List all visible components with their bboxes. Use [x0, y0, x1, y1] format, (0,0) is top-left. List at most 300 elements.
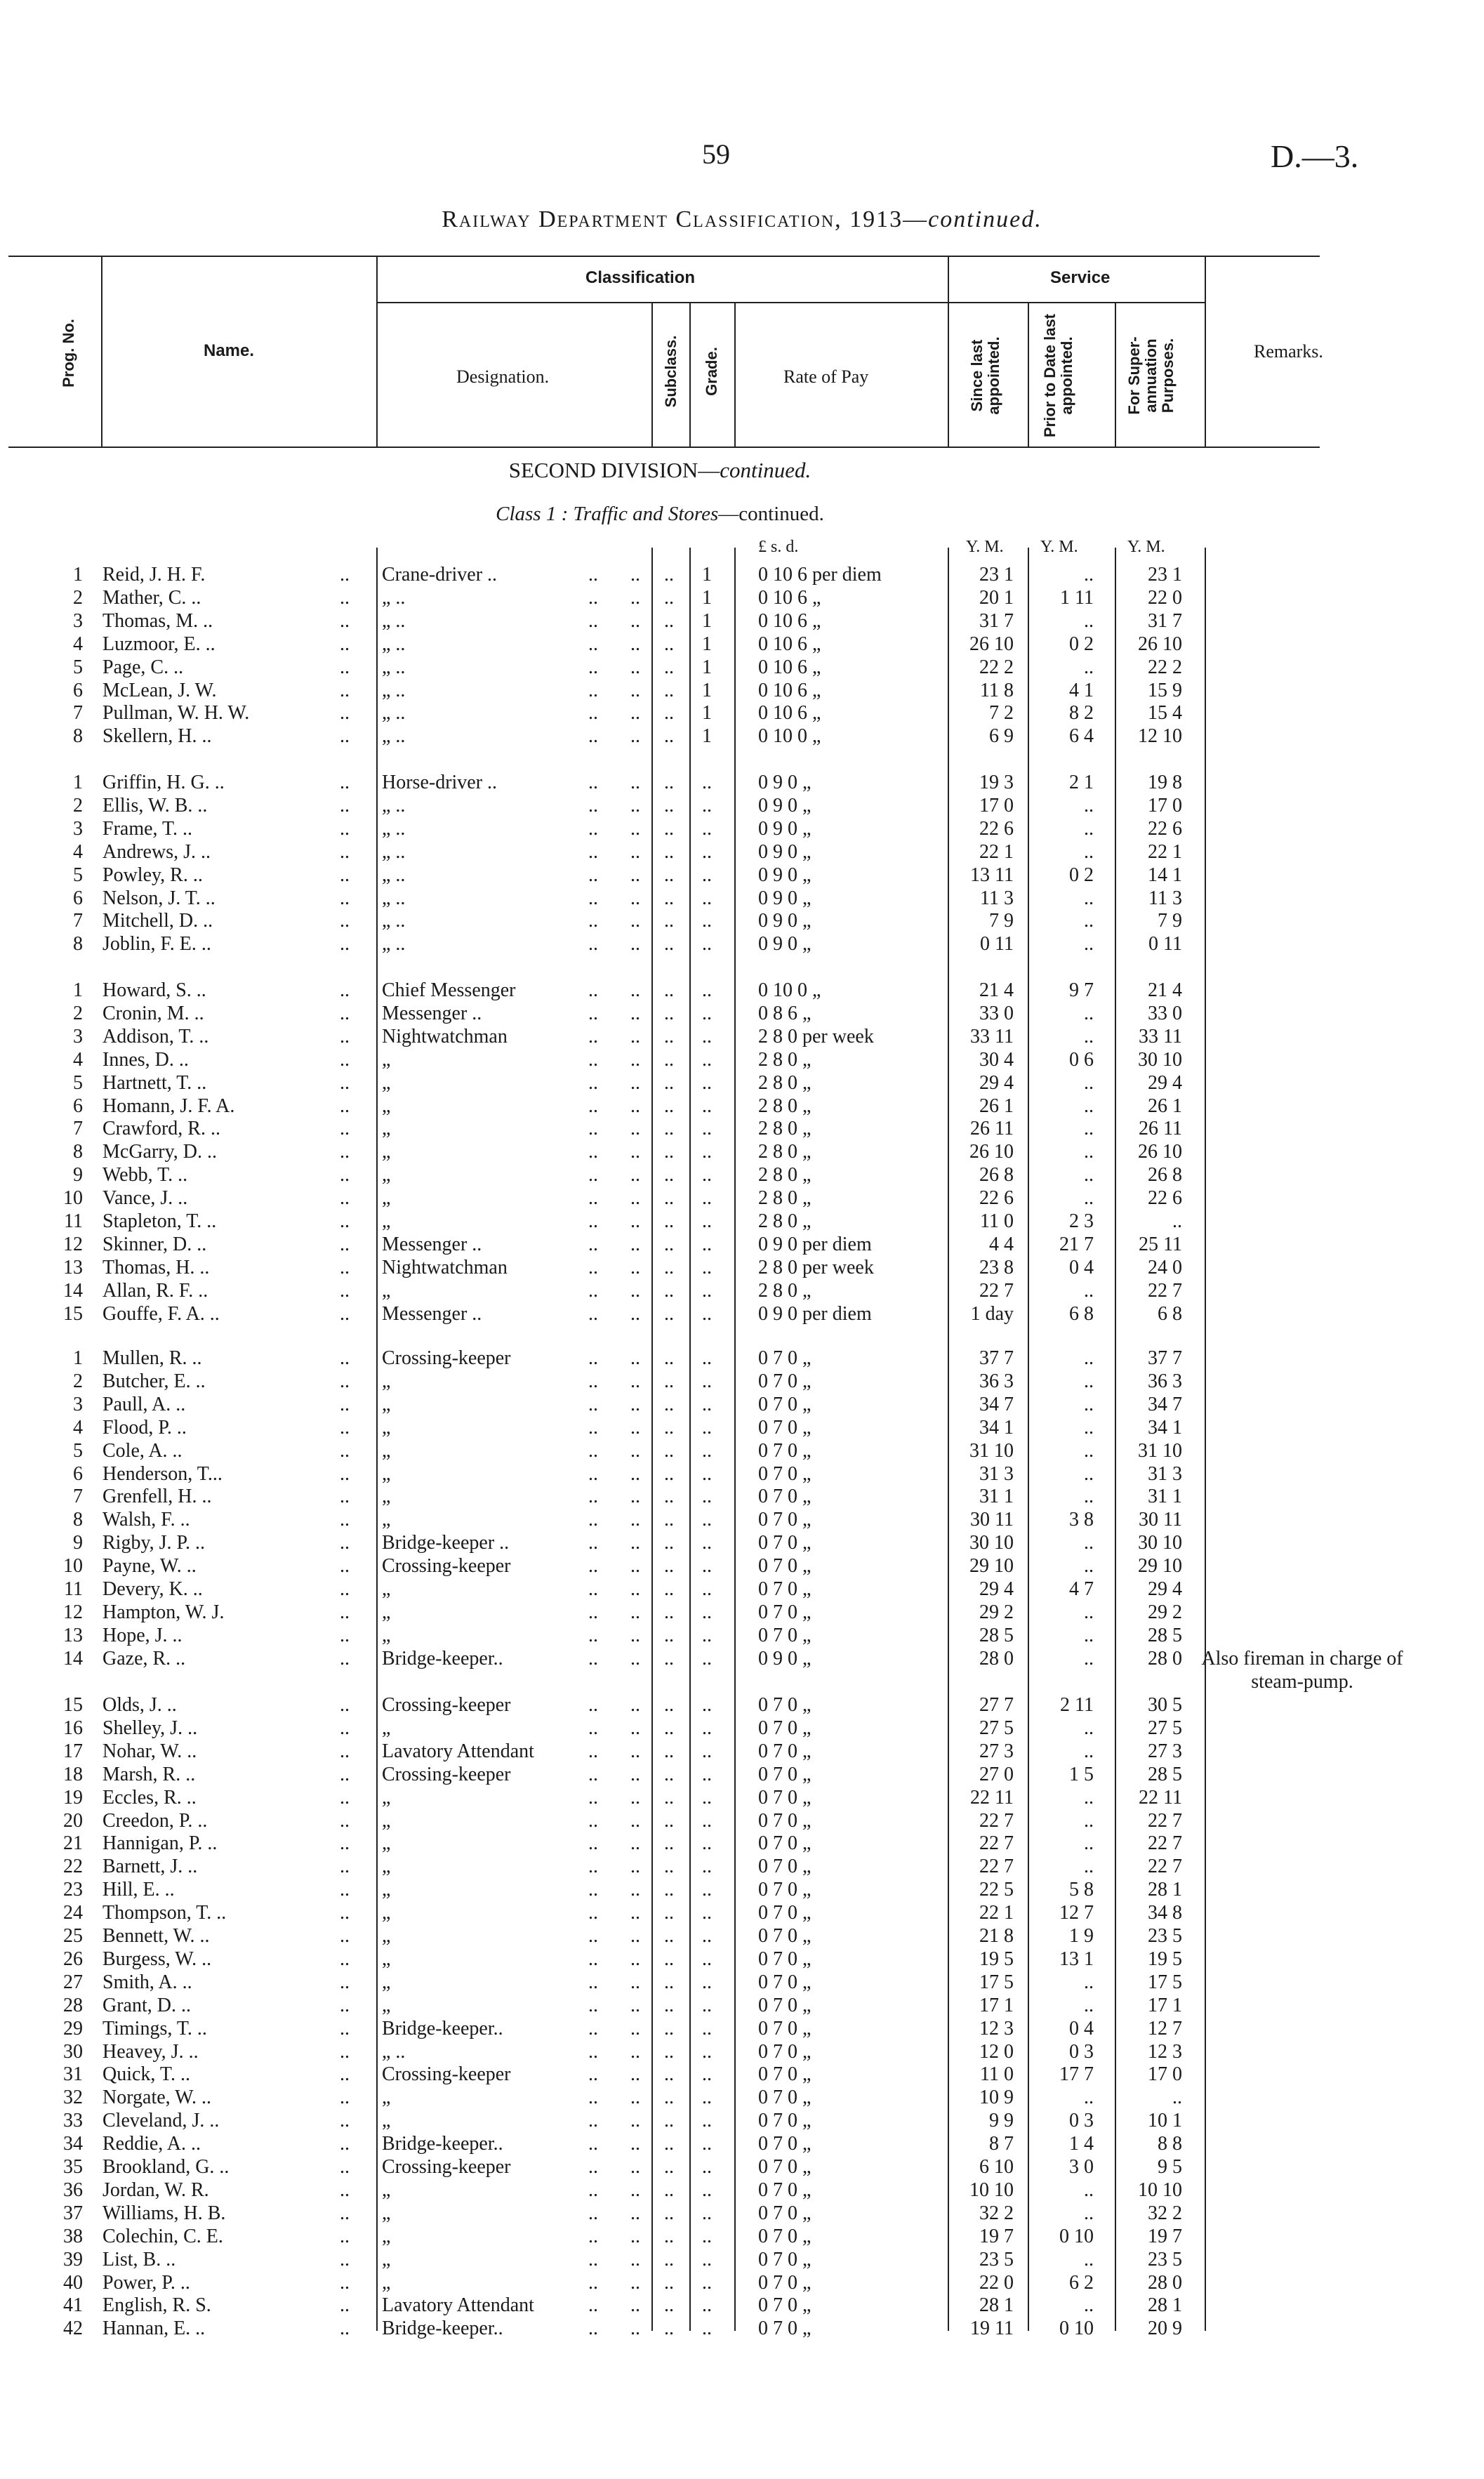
designation: „ .. [382, 702, 406, 725]
prog-no: 4 [73, 1416, 83, 1439]
rate-of-pay: 0 7 0 „ [758, 2271, 811, 2294]
service-superannuation: 26 10 [1138, 1141, 1182, 1163]
prog-no: 4 [73, 1048, 83, 1071]
table-row [0, 1347, 1484, 1370]
service-prior: 17 7 [1059, 2063, 1094, 2086]
subclass-value: .. [630, 1809, 640, 1832]
service-prior: 21 7 [1059, 1233, 1094, 1255]
table-row [0, 1647, 1484, 1693]
grade-value: .. [702, 1118, 712, 1140]
rate-of-pay: 0 7 0 „ [758, 1994, 811, 2016]
leader-dots: .. [340, 933, 350, 956]
service-since-last: 19 3 [979, 772, 1014, 793]
staff-name: Williams, H. B. [102, 2202, 226, 2224]
leader-dots: .. [588, 1141, 598, 1163]
leader-dots: .. [340, 1763, 350, 1785]
leader-dots: .. [340, 1210, 350, 1232]
rate-of-pay: 0 7 0 „ [758, 1370, 811, 1392]
prog-no: 25 [63, 1925, 83, 1947]
leader-dots: .. [664, 2271, 674, 2294]
leader-dots: .. [340, 2110, 350, 2132]
prog-no: 8 [73, 725, 83, 748]
rate-of-pay: 0 7 0 „ [758, 2017, 811, 2040]
prog-no: 9 [73, 1164, 83, 1186]
subclass-value: .. [630, 633, 640, 655]
service-prior: 2 3 [1069, 1210, 1094, 1232]
staff-name: Marsh, R. .. [102, 1763, 196, 1785]
prog-no: 22 [63, 1856, 83, 1878]
table-row [0, 2132, 1484, 2155]
service-prior: 0 2 [1069, 633, 1094, 655]
grade-value: .. [702, 817, 712, 840]
service-since-last: 11 8 [980, 679, 1014, 701]
table-row [0, 1878, 1484, 1901]
leader-dots: .. [664, 1948, 674, 1970]
grade-value: .. [702, 1832, 712, 1855]
service-rule [949, 302, 1206, 303]
grade-value: .. [702, 1256, 712, 1278]
subclass-value: .. [630, 794, 640, 817]
service-superannuation: 30 10 [1138, 1532, 1182, 1554]
service-since-last: 1 day [970, 1302, 1014, 1325]
staff-name: Nohar, W. .. [102, 1740, 197, 1762]
prog-no: 31 [63, 2063, 83, 2086]
leader-dots: .. [340, 2294, 350, 2317]
leader-dots: .. [340, 1555, 350, 1578]
leader-dots: .. [664, 2017, 674, 2040]
service-prior: 1 4 [1069, 2133, 1094, 2155]
designation: „ .. [382, 910, 406, 932]
grade-value: .. [702, 1509, 712, 1531]
grade-value: .. [702, 794, 712, 817]
service-superannuation: 30 5 [1148, 1694, 1182, 1716]
leader-dots: .. [340, 1048, 350, 1071]
prog-no: 7 [73, 702, 83, 725]
rate-of-pay: 0 9 0 „ [758, 794, 811, 817]
table-row [0, 701, 1484, 725]
leader-dots: .. [664, 1187, 674, 1210]
service-superannuation: 23 5 [1148, 1925, 1182, 1947]
staff-name: Reddie, A. .. [102, 2133, 201, 2155]
service-superannuation: 19 7 [1148, 2225, 1182, 2247]
grade-value: .. [702, 2271, 712, 2294]
prog-no: 11 [64, 1578, 83, 1600]
staff-name: Hannan, E. .. [102, 2318, 206, 2340]
remarks: Also fireman in charge of steam-pump. [1201, 1647, 1403, 1693]
staff-name: Flood, P. .. [102, 1416, 187, 1439]
rule-after-pay [948, 256, 949, 448]
service-since-last: 28 5 [979, 1624, 1014, 1646]
pay-units: £ s. d. [758, 538, 799, 556]
table-row [0, 1693, 1484, 1717]
subclass-value: .. [630, 586, 640, 609]
designation: Lavatory Attendant [382, 1740, 534, 1762]
leader-dots: .. [664, 1578, 674, 1600]
rate-of-pay: 0 7 0 „ [758, 2248, 811, 2270]
grade-value: .. [702, 1902, 712, 1924]
table-row [0, 1163, 1484, 1186]
service-superannuation: 22 6 [1148, 817, 1182, 840]
leader-dots: .. [588, 2318, 598, 2340]
staff-name: Gaze, R. .. [102, 1647, 186, 1670]
subclass-value: .. [630, 2294, 640, 2317]
leader-dots: .. [588, 887, 598, 909]
service-prior: 6 4 [1069, 725, 1094, 748]
leader-dots: .. [588, 1601, 598, 1623]
leader-dots: .. [588, 2248, 598, 2270]
rate-of-pay: 0 7 0 „ [758, 2179, 811, 2201]
leader-dots: .. [588, 2179, 598, 2201]
grade-value: 1 [702, 725, 712, 748]
grade-value: .. [702, 1210, 712, 1232]
subclass-value: .. [630, 702, 640, 725]
subclass-value: .. [630, 609, 640, 632]
leader-dots: .. [588, 840, 598, 863]
staff-name: Cleveland, J. .. [102, 2110, 220, 2132]
staff-name: Hope, J. .. [102, 1624, 183, 1646]
service-since-last: 11 0 [980, 2063, 1014, 2086]
service-prior: 6 8 [1069, 1302, 1094, 1325]
subclass-value: .. [630, 2156, 640, 2178]
service-prior: .. [1084, 1647, 1094, 1670]
service-since-last: 27 3 [979, 1740, 1014, 1762]
grade-value: .. [702, 1164, 712, 1186]
grade-value: .. [702, 1071, 712, 1094]
leader-dots: .. [340, 1994, 350, 2016]
prog-no: 38 [63, 2225, 83, 2247]
service-since-last: 26 10 [969, 633, 1014, 655]
prog-no: 21 [63, 1832, 83, 1855]
table-row [0, 932, 1484, 956]
leader-dots: .. [664, 1462, 674, 1485]
leader-dots: .. [588, 2133, 598, 2155]
leader-dots: .. [340, 1786, 350, 1809]
table-row [0, 2063, 1484, 2086]
leader-dots: .. [340, 2017, 350, 2040]
leader-dots: .. [588, 1971, 598, 1993]
leader-dots: .. [588, 679, 598, 701]
leader-dots: .. [588, 1370, 598, 1392]
service-prior: 2 1 [1069, 772, 1094, 793]
designation: Crane-driver .. [382, 564, 498, 586]
leader-dots: .. [588, 1809, 598, 1832]
service-prior: .. [1084, 840, 1094, 863]
subclass-value: .. [630, 1902, 640, 1924]
leader-dots: .. [664, 2087, 674, 2109]
designation: „ .. [382, 864, 406, 886]
grade-value: .. [702, 1416, 712, 1439]
service-since-last: 6 10 [979, 2156, 1014, 2178]
prog-no: 2 [73, 586, 83, 609]
service-prior: 8 2 [1069, 702, 1094, 725]
subclass-value: .. [630, 2179, 640, 2201]
leader-dots: .. [664, 1763, 674, 1785]
grade-value: .. [702, 1694, 712, 1716]
staff-name: Smith, A. .. [102, 1971, 192, 1993]
staff-name: Quick, T. .. [102, 2063, 190, 2086]
grade-value: .. [702, 1786, 712, 1809]
staff-name: Hartnett, T. .. [102, 1071, 207, 1094]
leader-dots: .. [588, 910, 598, 932]
leader-dots: .. [664, 609, 674, 632]
leader-dots: .. [664, 1347, 674, 1369]
leader-dots: .. [340, 979, 350, 1001]
service-prior: .. [1084, 1164, 1094, 1186]
leader-dots: .. [340, 2271, 350, 2294]
subclass-value: .. [630, 1971, 640, 1993]
leader-dots: .. [340, 1971, 350, 1993]
leader-dots: .. [664, 1809, 674, 1832]
leader-dots: .. [664, 679, 674, 701]
document-reference: D.—3. [1271, 138, 1359, 174]
leader-dots: .. [588, 1832, 598, 1855]
service-superannuation: 17 0 [1148, 794, 1182, 817]
leader-dots: .. [340, 1279, 350, 1302]
subclass-value: .. [630, 1370, 640, 1392]
page-number: 59 [702, 138, 730, 170]
leader-dots: .. [588, 2156, 598, 2178]
prog-no: 3 [73, 1025, 83, 1047]
leader-dots: .. [340, 586, 350, 609]
service-superannuation: 28 0 [1148, 1647, 1182, 1670]
designation: Crossing-keeper [382, 1694, 511, 1716]
designation: „ [382, 1856, 391, 1878]
service-superannuation: 12 7 [1148, 2017, 1182, 2040]
leader-dots: .. [340, 1925, 350, 1947]
rate-of-pay: 0 10 6 „ [758, 633, 821, 655]
designation: „ [382, 1095, 391, 1117]
leader-dots: .. [588, 586, 598, 609]
subclass-value: .. [630, 817, 640, 840]
subclass-value: .. [630, 1532, 640, 1554]
prog-no: 1 [73, 772, 83, 793]
service-superannuation: 23 1 [1148, 564, 1182, 586]
table-row [0, 1370, 1484, 1393]
subclass-value: .. [630, 564, 640, 586]
service-superannuation: 29 10 [1138, 1555, 1182, 1578]
table-row [0, 563, 1484, 586]
prog-no: 29 [63, 2017, 83, 2040]
subclass-value: .. [630, 979, 640, 1001]
service-since-last: 22 6 [979, 1187, 1014, 1210]
service-superannuation: 20 9 [1148, 2318, 1182, 2340]
leader-dots: .. [664, 1256, 674, 1278]
service-prior: 0 10 [1059, 2318, 1094, 2340]
staff-name: Allan, R. F. .. [102, 1279, 208, 1302]
designation: „ .. [382, 656, 406, 678]
prior-units: Y. M. [1040, 538, 1078, 556]
leader-dots: .. [664, 1832, 674, 1855]
service-superannuation: 9 5 [1158, 2156, 1182, 2178]
subclass-value: .. [630, 1187, 640, 1210]
table-row [0, 2179, 1484, 2202]
prog-no: 27 [63, 1971, 83, 1993]
prog-no: 7 [73, 910, 83, 932]
designation: „ [382, 1809, 391, 1832]
service-prior: 0 4 [1069, 1256, 1094, 1278]
subclass-value: .. [630, 1347, 640, 1369]
leader-dots: .. [588, 2271, 598, 2294]
service-superannuation: .. [1172, 2087, 1182, 2109]
rate-of-pay: 0 7 0 „ [758, 2040, 811, 2063]
service-prior: .. [1084, 1347, 1094, 1369]
service-prior: .. [1084, 1416, 1094, 1439]
leader-dots: .. [664, 1555, 674, 1578]
staff-name: McGarry, D. .. [102, 1141, 218, 1163]
table-row [0, 1531, 1484, 1554]
leader-dots: .. [588, 1416, 598, 1439]
service-superannuation: 26 8 [1148, 1164, 1182, 1186]
service-prior: 12 7 [1059, 1902, 1094, 1924]
service-prior: .. [1084, 933, 1094, 956]
prog-no: 13 [63, 1256, 83, 1278]
grade-value: .. [702, 1578, 712, 1600]
table-row [0, 1393, 1484, 1416]
leader-dots: .. [588, 2110, 598, 2132]
service-prior: 0 10 [1059, 2225, 1094, 2247]
designation: „ [382, 1879, 391, 1901]
rate-of-pay: 0 7 0 „ [758, 1971, 811, 1993]
leader-dots: .. [588, 2294, 598, 2317]
leader-dots: .. [664, 933, 674, 956]
service-superannuation: 34 7 [1148, 1393, 1182, 1415]
leader-dots: .. [664, 840, 674, 863]
subclass-value: .. [630, 2248, 640, 2270]
table-row [0, 1025, 1484, 1048]
rate-of-pay: 0 7 0 „ [758, 2063, 811, 2086]
leader-dots: .. [588, 1879, 598, 1901]
subclass-value: .. [630, 2133, 640, 2155]
service-superannuation: 19 5 [1148, 1948, 1182, 1970]
leader-dots: .. [588, 2225, 598, 2247]
rate-of-pay: 0 9 0 „ [758, 817, 811, 840]
rate-of-pay: 0 7 0 „ [758, 1532, 811, 1554]
service-since-last: 11 0 [980, 1210, 1014, 1232]
leader-dots: .. [588, 864, 598, 886]
service-since-last: 22 7 [979, 1279, 1014, 1302]
table-row [0, 2248, 1484, 2271]
service-prior: 9 7 [1069, 979, 1094, 1001]
grade-value: 1 [702, 656, 712, 678]
leader-dots: .. [588, 2202, 598, 2224]
leader-dots: .. [664, 979, 674, 1001]
service-since-last: 27 7 [979, 1694, 1014, 1716]
prog-no: 12 [63, 1233, 83, 1255]
header-classification: Classification [585, 268, 696, 287]
grade-value: .. [702, 1462, 712, 1485]
prog-no: 8 [73, 933, 83, 956]
prog-no: 18 [63, 1763, 83, 1785]
designation: „ [382, 2087, 391, 2109]
service-prior: .. [1084, 1279, 1094, 1302]
table-row [0, 2040, 1484, 2063]
leader-dots: .. [664, 772, 674, 793]
service-since-last: 13 11 [970, 864, 1014, 886]
service-prior: .. [1084, 817, 1094, 840]
staff-name: Addison, T. .. [102, 1025, 209, 1047]
designation: „ [382, 1187, 391, 1210]
grade-value: .. [702, 1647, 712, 1670]
leader-dots: .. [340, 2318, 350, 2340]
leader-dots: .. [588, 1532, 598, 1554]
service-prior: 2 11 [1060, 1694, 1094, 1716]
subclass-value: .. [630, 1095, 640, 1117]
prog-no: 33 [63, 2110, 83, 2132]
rate-of-pay: 0 9 0 per diem [758, 1302, 872, 1325]
prog-no: 10 [63, 1555, 83, 1578]
staff-name: Stapleton, T. .. [102, 1210, 217, 1232]
rate-of-pay: 0 10 0 „ [758, 979, 821, 1001]
prog-no: 8 [73, 1141, 83, 1163]
table-row [0, 771, 1484, 794]
grade-value: .. [702, 2156, 712, 2178]
rate-of-pay: 0 7 0 „ [758, 1740, 811, 1762]
prog-no: 5 [73, 1071, 83, 1094]
leader-dots: .. [340, 840, 350, 863]
rate-of-pay: 0 7 0 „ [758, 1717, 811, 1739]
table-row [0, 2202, 1484, 2225]
service-superannuation: 34 1 [1148, 1416, 1182, 1439]
service-since-last: 23 5 [979, 2248, 1014, 2270]
service-superannuation: 27 3 [1148, 1740, 1182, 1762]
prog-no: 26 [63, 1948, 83, 1970]
service-since-last: 12 0 [979, 2040, 1014, 2063]
service-superannuation: .. [1172, 1210, 1182, 1232]
designation: „ [382, 1717, 391, 1739]
designation: Horse-driver .. [382, 772, 498, 793]
service-superannuation: 29 4 [1148, 1071, 1182, 1094]
leader-dots: .. [588, 1856, 598, 1878]
designation: „ [382, 2248, 391, 2270]
leader-dots: .. [340, 633, 350, 655]
prog-no: 6 [73, 1095, 83, 1117]
leader-dots: .. [340, 1601, 350, 1623]
leader-dots: .. [588, 1509, 598, 1531]
leader-dots: .. [664, 2179, 674, 2201]
subclass-value: .. [630, 1302, 640, 1325]
designation: „ [382, 1578, 391, 1600]
leader-dots: .. [588, 1347, 598, 1369]
staff-name: Pullman, W. H. W. [102, 702, 250, 725]
grade-value: .. [702, 1925, 712, 1947]
grade-value: .. [702, 1393, 712, 1415]
subclass-value: .. [630, 1002, 640, 1024]
grade-value: .. [702, 1763, 712, 1785]
staff-name: Andrews, J. .. [102, 840, 211, 863]
grade-value: .. [702, 1740, 712, 1762]
leader-dots: .. [664, 1694, 674, 1716]
leader-dots: .. [588, 1302, 598, 1325]
service-since-last: 23 8 [979, 1256, 1014, 1278]
leader-dots: .. [340, 2225, 350, 2247]
leader-dots: .. [588, 1647, 598, 1670]
subsection-continued: —continued. [718, 503, 824, 525]
subclass-value: .. [630, 1256, 640, 1278]
designation: „ [382, 1393, 391, 1415]
service-superannuation: 8 8 [1158, 2133, 1182, 2155]
leader-dots: .. [340, 1578, 350, 1600]
table-row [0, 1140, 1484, 1163]
service-prior: 3 0 [1069, 2156, 1094, 2178]
grade-value: .. [702, 2294, 712, 2317]
rate-of-pay: 0 9 0 „ [758, 1647, 811, 1670]
staff-name: List, B. .. [102, 2248, 176, 2270]
prog-no: 36 [63, 2179, 83, 2201]
leader-dots: .. [664, 1118, 674, 1140]
staff-name: Thompson, T. .. [102, 1902, 227, 1924]
subclass-value: .. [630, 1393, 640, 1415]
service-since-last: 29 4 [979, 1071, 1014, 1094]
